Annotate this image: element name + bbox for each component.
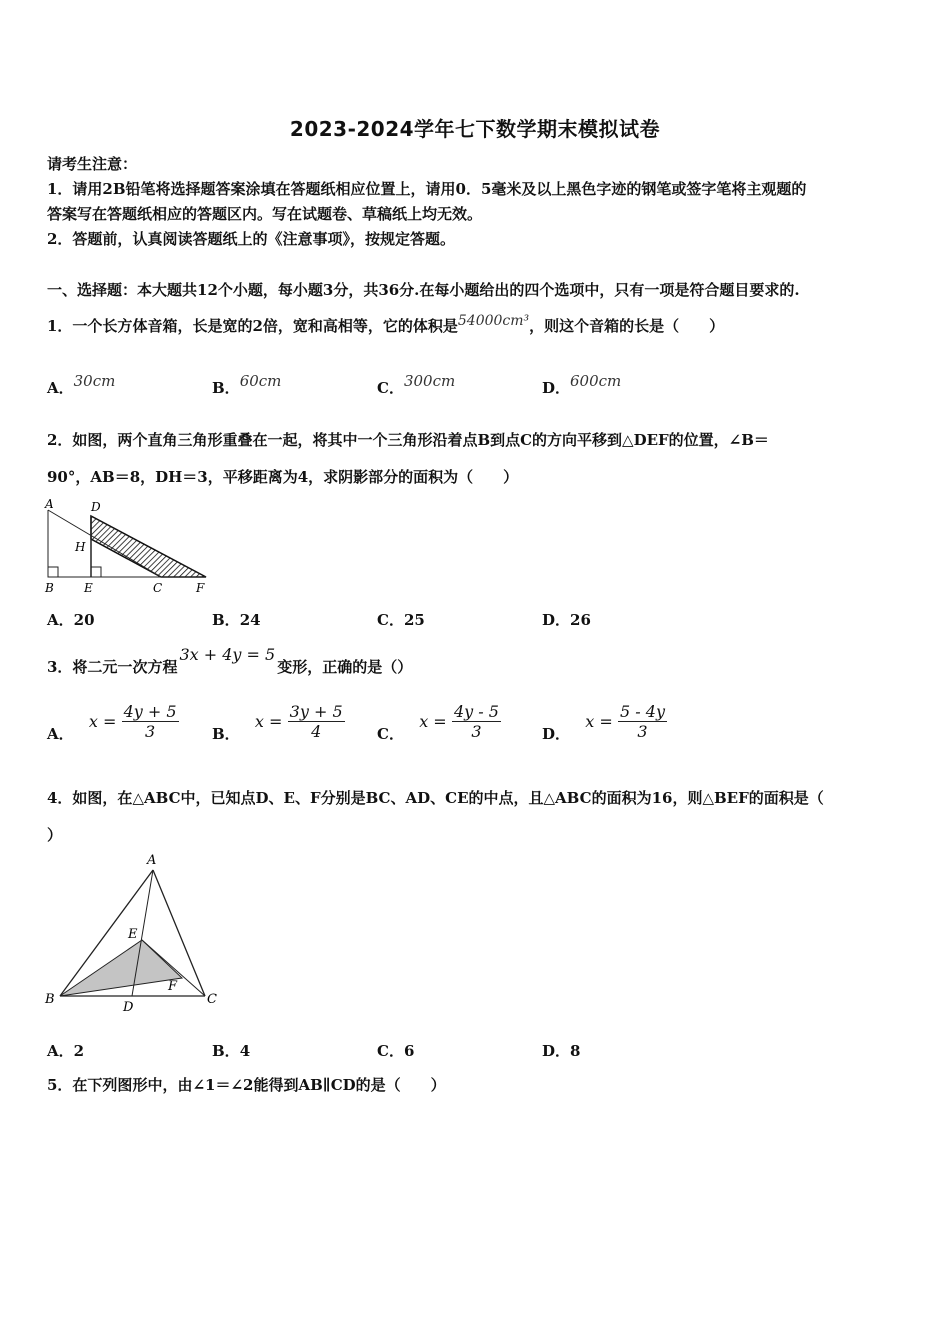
label-e: E <box>84 581 93 595</box>
q2-option-a[interactable]: A．20 <box>47 611 95 629</box>
question-4-line-2: ） <box>47 826 63 844</box>
shaded-triangle-bef <box>60 940 182 996</box>
right-angle-b <box>48 567 58 577</box>
q2-option-b[interactable]: B．24 <box>212 611 261 629</box>
label-f: F <box>196 581 205 595</box>
q4-option-b[interactable]: B．4 <box>212 1042 251 1060</box>
question-2-line-1: 2．如图，两个直角三角形重叠在一起，将其中一个三角形沿着点B到点C的方向平移到△DEF的位置，∠B＝ <box>47 431 769 449</box>
label-b: B <box>45 581 54 595</box>
label-a: A <box>45 497 54 511</box>
question-3-text-after: 变形，正确的是（） <box>277 658 413 676</box>
q3-option-d[interactable]: D． x = $\frac{5 - 4y}{3}$ <box>542 702 665 743</box>
notice-item-1-line-2: 答案写在答题纸相应的答题区内。写在试题卷、草稿纸上均无效。 <box>47 205 483 223</box>
question-2-line-2: 90°，AB＝8，DH＝3，平移距离为4，求阴影部分的面积为（ ） <box>47 468 519 486</box>
label-b: B <box>45 992 55 1007</box>
question-3 <box>47 645 413 677</box>
label-d: D <box>91 500 101 514</box>
shaded-region <box>91 516 206 577</box>
q1-option-b[interactable]: B．60cm <box>212 372 282 397</box>
label-c: C <box>153 581 163 595</box>
question-4-figure <box>40 850 230 1020</box>
q1-option-a[interactable]: A．30cm <box>47 372 116 397</box>
question-2-figure <box>40 495 215 595</box>
right-angle-e <box>91 567 101 577</box>
label-f: F <box>168 979 178 994</box>
question-5: 5．在下列图形中，由∠1＝∠2能得到AB∥CD的是（ ） <box>47 1076 446 1094</box>
section-heading: 一、选择题：本大题共12个小题，每小题3分，共36分.在每小题给出的四个选项中，只有一项是符合题目要求的. <box>47 281 800 299</box>
label-d: D <box>123 1000 134 1015</box>
notice-item-2: 2．答题前，认真阅读答题纸上的《注意事项》，按规定答题。 <box>47 230 455 248</box>
question-1 <box>47 315 724 336</box>
q2-option-c[interactable]: C．25 <box>377 611 425 629</box>
question-3-text-before: 3．将二元一次方程 <box>47 658 178 676</box>
q2-option-d[interactable]: D．26 <box>542 611 591 629</box>
question-3-equation: 3x + 4y = 5 <box>179 645 276 664</box>
q4-option-a[interactable]: A．2 <box>47 1042 85 1060</box>
question-1-text-after: ，则这个音箱的长是（ ） <box>529 317 725 335</box>
q3-option-b[interactable]: B． x = $\frac{3y + 5}{4}$ <box>212 702 343 743</box>
q3-option-c[interactable]: C． x = $\frac{4y - 5}{3}$ <box>377 702 499 743</box>
label-a: A <box>147 853 157 868</box>
q4-option-c[interactable]: C．6 <box>377 1042 415 1060</box>
q3-option-a[interactable]: A． x = $\frac{4y + 5}{3}$ <box>47 702 177 743</box>
q1-option-c[interactable]: C．300cm <box>377 372 456 397</box>
question-4-line-1: 4．如图，在△ABC中，已知点D、E、F分别是BC、AD、CE的中点，且△ABC的面积为16，则△BEF的面积是（ <box>47 789 824 807</box>
question-1-volume: 54000cm³ <box>457 313 530 329</box>
question-1-text-before: 1．一个长方体音箱，长是宽的2倍，宽和高相等，它的体积是 <box>47 317 458 335</box>
q1-option-d[interactable]: D．600cm <box>542 372 622 397</box>
page-title: 2023-2024学年七下数学期末模拟试卷 <box>289 117 661 141</box>
notice-heading: 请考生注意： <box>47 155 138 173</box>
q4-option-d[interactable]: D．8 <box>542 1042 581 1060</box>
label-e: E <box>128 927 138 942</box>
notice-item-1-line-1: 1．请用2B铅笔将选择题答案涂填在答题纸相应位置上，请用0．5毫米及以上黑色字迹的钢笔或签字笔将主观题的 <box>47 180 807 198</box>
label-h: H <box>75 540 86 554</box>
label-c: C <box>207 992 217 1007</box>
